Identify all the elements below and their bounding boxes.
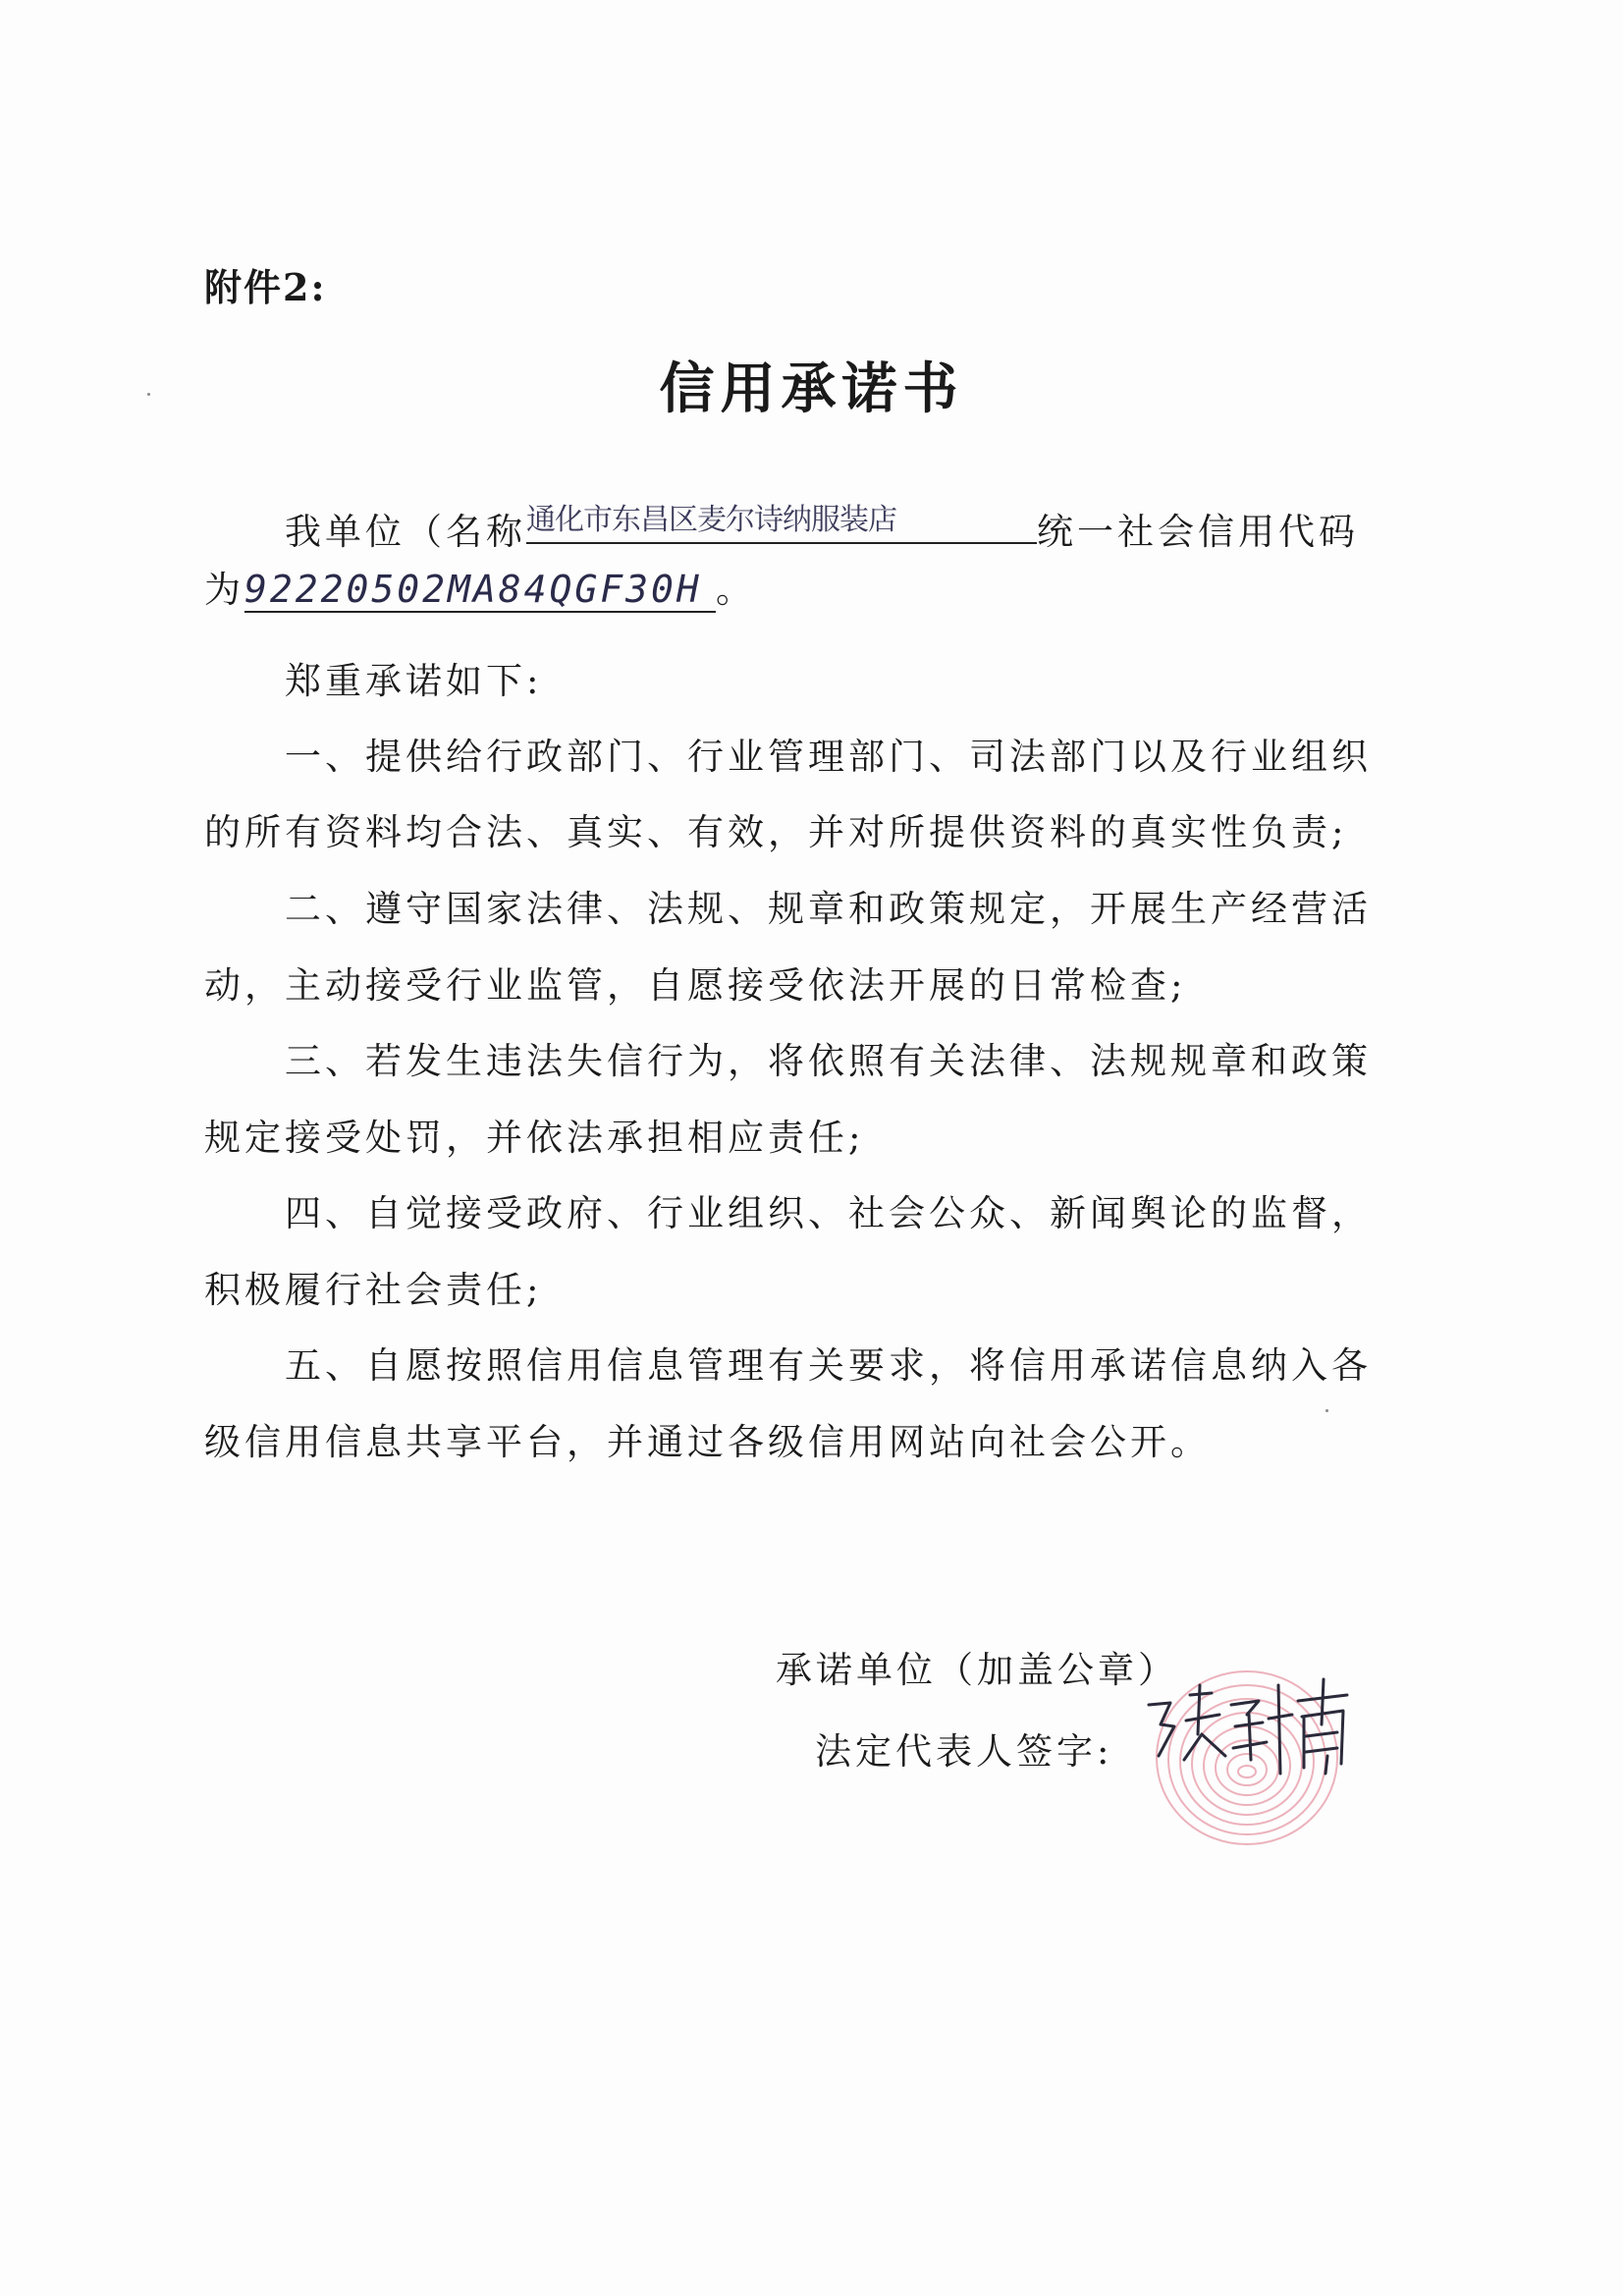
code-prefix: 为 xyxy=(204,569,244,611)
commitment-5-line-1 xyxy=(204,1340,1382,1392)
promise-intro xyxy=(204,656,1382,707)
intro-line-2 xyxy=(204,565,1382,616)
scan-speck xyxy=(1325,1409,1328,1412)
commitment-3-line-1 xyxy=(204,1036,1382,1087)
handwritten-signature xyxy=(1141,1666,1357,1783)
signature-label: 法定代表人签字: xyxy=(815,1730,1113,1773)
commitment-text: 二、遵守国家法律、法规、规章和政策规定，开展生产经营活 xyxy=(285,888,1372,930)
page-title: 信用承诺书 xyxy=(659,356,964,421)
commitment-4-line-2 xyxy=(204,1265,1382,1316)
commitment-1-line-2 xyxy=(204,807,1382,858)
commitment-text: 五、自愿按照信用信息管理有关要求，将信用承诺信息纳入各 xyxy=(285,1344,1372,1387)
code-suffix: 。 xyxy=(716,569,756,611)
attachment-label: 附件2: xyxy=(204,265,327,309)
commitment-text: 四、自觉接受政府、行业组织、社会公众、新闻舆论的监督， xyxy=(285,1192,1372,1234)
company-name-handwritten: 通化市东昌区麦尔诗纳服装店 xyxy=(526,499,1037,544)
commitment-text: 动，主动接受行业监管，自愿接受依法开展的日常检查; xyxy=(204,964,1187,1007)
commitment-text: 规定接受处罚，并依法承担相应责任; xyxy=(204,1117,865,1159)
commitment-5-line-2 xyxy=(204,1417,1382,1468)
intro-middle: 统一社会信用代码 xyxy=(1037,511,1359,553)
commitment-text: 一、提供给行政部门、行业管理部门、司法部门以及行业组织 xyxy=(285,736,1372,778)
commitment-4-line-1 xyxy=(204,1188,1382,1239)
commitment-text: 积极履行社会责任; xyxy=(204,1269,543,1311)
scan-speck xyxy=(147,393,150,396)
intro-line-1 xyxy=(204,499,1382,558)
intro-prefix: 我单位（名称 xyxy=(285,511,526,553)
commitment-2-line-2 xyxy=(204,960,1382,1011)
promise-intro-text: 郑重承诺如下: xyxy=(285,660,543,702)
credit-code-handwritten: 92220502MA84QGF30H xyxy=(244,568,716,613)
commitment-text: 级信用信息共享平台，并通过各级信用网站向社会公开。 xyxy=(204,1421,1211,1463)
commitment-2-line-1 xyxy=(204,884,1382,935)
commitment-1-line-1 xyxy=(204,732,1382,783)
seal-label: 承诺单位（加盖公章） xyxy=(776,1649,1178,1691)
commitment-text: 的所有资料均合法、真实、有效，并对所提供资料的真实性负责; xyxy=(204,811,1348,853)
commitment-3-line-2 xyxy=(204,1113,1382,1164)
commitment-text: 三、若发生违法失信行为，将依照有关法律、法规规章和政策 xyxy=(285,1040,1372,1082)
